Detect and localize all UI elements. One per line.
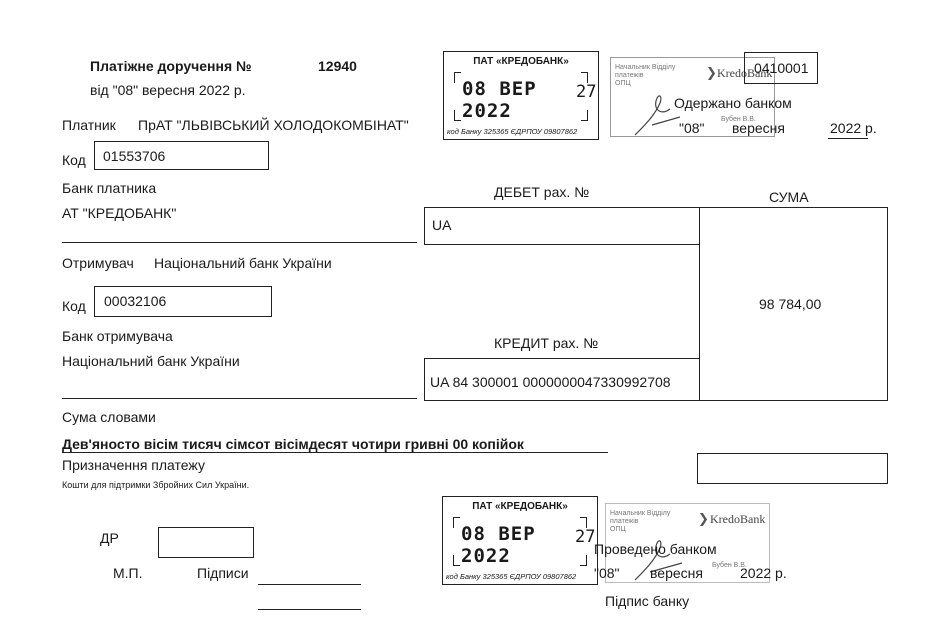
sum-label: СУМА: [769, 189, 809, 205]
received-year: 2022 р.: [830, 120, 877, 136]
received-day: "08": [679, 120, 705, 136]
received-month: вересня: [732, 120, 785, 136]
dr-box: [158, 527, 254, 558]
processed-label: Проведено банком: [594, 541, 717, 557]
stamp-date: 08 ВЕР 2022: [462, 78, 537, 122]
processed-day: "08": [594, 565, 620, 581]
payer-code-box: [94, 141, 269, 170]
processed-year: 2022 р.: [740, 565, 787, 581]
payer-name: ПрАТ "ЛЬВІВСЬКИЙ ХОЛОДОКОМБІНАТ": [138, 117, 409, 133]
recipient-bank-underline: [62, 398, 417, 399]
bank-stamp-officer-bottom: Бубен В.В.: [712, 562, 747, 569]
purpose-side-box: [697, 453, 888, 484]
bank-stamp-logo-bottom: KredoBank: [710, 512, 766, 526]
bank-date-stamp-bottom: [442, 496, 598, 585]
credit-account-box: [424, 358, 700, 401]
bank-stamp-line1: Начальник Відділу: [615, 64, 676, 71]
mfo-value: 0410001: [754, 60, 809, 76]
payer-bank: АТ "КРЕДОБАНК": [62, 205, 177, 221]
payer-label: Платник: [62, 117, 116, 133]
stamp-corner-bl: [454, 110, 461, 121]
mp-label: М.П.: [113, 565, 143, 581]
payer-code: 01553706: [103, 148, 166, 164]
bank-stamp-line3-bottom: ОПЦ: [610, 526, 626, 533]
stamp-corner-tl: [454, 72, 461, 83]
stamp-corner-bl-bottom: [453, 555, 460, 566]
stamp-corner-br-bottom: [580, 555, 587, 566]
payer-code-label: Код: [62, 152, 86, 168]
payer-bank-underline: [62, 242, 417, 243]
bank-signature-label: Підпис банку: [605, 593, 690, 609]
purpose-label: Призначення платежу: [62, 457, 205, 473]
stamp-header: ПАТ «КРЕДОБАНК»: [473, 56, 569, 67]
mfo-box: [744, 52, 818, 84]
dr-label: ДР: [100, 530, 119, 546]
stamp-footer-bottom: код Банку 325365 ЄДРПОУ 09807862: [446, 572, 577, 581]
recipient-name: Національний банк України: [154, 255, 332, 271]
received-label: Одержано банком: [674, 95, 792, 111]
recipient-code-box: [94, 286, 272, 317]
processed-month: вересня: [650, 565, 703, 581]
bank-stamp-logo: KredoBank: [717, 66, 773, 80]
recipient-code: 00032106: [104, 293, 167, 309]
debit-label: ДЕБЕТ рах. №: [494, 184, 590, 200]
chevron-right-icon: ❯: [698, 511, 709, 526]
document-title: Платіжне доручення №: [90, 58, 252, 74]
recipient-code-label: Код: [62, 298, 86, 314]
sum-words-label: Сума словами: [62, 409, 156, 425]
bank-stamp-line1-bottom: Начальник Відділу: [610, 510, 671, 517]
debit-account: UA: [432, 217, 452, 233]
stamp-footer: код Банку 325365 ЄДРПОУ 09807862: [447, 127, 578, 136]
sum-box: [699, 207, 888, 401]
signature-line-1: [258, 584, 361, 585]
stamp-corner-tl-bottom: [453, 517, 460, 528]
received-year-underline: [828, 138, 868, 139]
bank-stamp-line2-bottom: платежів: [610, 518, 639, 525]
purpose-text: Кошти для підтримки Збройних Сил України.: [62, 480, 250, 490]
payer-bank-label: Банк платника: [62, 180, 157, 196]
stamp-date-bottom: 08 ВЕР 2022: [461, 523, 536, 567]
bank-stamp-line2: платежів: [615, 72, 644, 79]
stamp-header-bottom: ПАТ «КРЕДОБАНК»: [472, 501, 568, 512]
stamp-serial-bottom: 27: [575, 527, 596, 547]
debit-account-box: [424, 207, 700, 245]
bank-date-stamp-top: [443, 51, 599, 140]
chevron-right-icon: ❯: [706, 65, 717, 80]
stamp-corner-br: [581, 110, 588, 121]
sum-words: Дев'яносто вісім тисяч сімсот вісімдесят чотири гривні 00 копійок: [62, 436, 524, 452]
signatures-label: Підписи: [197, 565, 249, 581]
recipient-label: Отримувач: [62, 255, 134, 271]
stamp-serial: 27: [576, 82, 597, 102]
document-number: 12940: [318, 58, 357, 74]
credit-account: UA 84 300001 0000000047330992708: [430, 374, 671, 390]
bank-stamp-line3: ОПЦ: [615, 80, 631, 87]
document-date: від "08" вересня 2022 р.: [90, 82, 246, 98]
recipient-bank-label: Банк отримувача: [62, 328, 173, 344]
bank-stamp-officer: Бубен В.В.: [721, 116, 756, 123]
recipient-bank: Національний банк України: [62, 353, 240, 369]
sum-words-underline: [62, 452, 608, 453]
signature-line-2: [258, 609, 361, 610]
sum-value: 98 784,00: [759, 296, 822, 312]
credit-label: КРЕДИТ рах. №: [494, 335, 599, 351]
